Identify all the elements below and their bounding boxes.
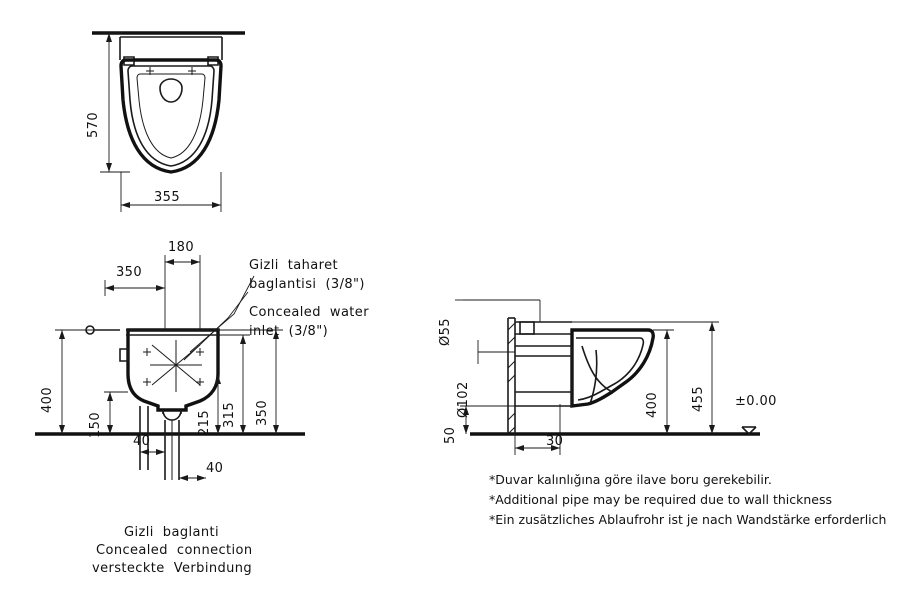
- label-front-40-left: 40: [133, 434, 151, 449]
- label-front-315: 315: [222, 401, 237, 428]
- label-front-150: 150: [88, 411, 103, 438]
- callout-concealed-inlet-tr-line2: baglantisi (3/8"): [249, 277, 365, 292]
- label-front-400: 400: [40, 386, 55, 413]
- label-top-view-height: 570: [86, 111, 101, 138]
- label-side-50: 50: [443, 426, 458, 444]
- label-front-40-right: 40: [206, 461, 224, 476]
- note-line-3: *Ein zusätzliches Ablaufrohr ist je nach Wandstärke erforderlich: [489, 512, 887, 527]
- label-top-view-width: 355: [154, 190, 181, 205]
- callout-concealed-inlet-en-line2: inlet (3/8"): [249, 324, 329, 339]
- label-side-level-zero: ±0.00: [735, 394, 777, 409]
- label-side-30: 30: [546, 434, 564, 449]
- top-view-group: [92, 33, 245, 212]
- callout-concealed-inlet-en-line1: Concealed water: [249, 305, 369, 320]
- callout-concealed-inlet-tr-line1: Gizli taharet: [249, 258, 339, 273]
- note-line-1: *Duvar kalınlığına göre ilave boru gerekebilir.: [489, 472, 772, 487]
- label-side-400: 400: [645, 391, 660, 418]
- label-front-180: 180: [168, 240, 195, 255]
- label-side-diameter-55: Ø55: [438, 318, 453, 346]
- note-line-2: *Additional pipe may be required due to wall thickness: [489, 492, 833, 507]
- label-side-diameter-102: Ø102: [456, 381, 471, 418]
- side-view-group: [455, 300, 760, 455]
- caption-concealed-connection-tr: Gizli baglanti: [124, 525, 219, 540]
- caption-concealed-connection-en: Concealed connection: [96, 543, 253, 558]
- label-front-350-top: 350: [116, 265, 143, 280]
- label-front-350-right: 350: [255, 399, 270, 426]
- label-side-455: 455: [691, 385, 706, 412]
- caption-concealed-connection-de: versteckte Verbindung: [92, 561, 253, 576]
- label-front-215: 215: [197, 409, 212, 436]
